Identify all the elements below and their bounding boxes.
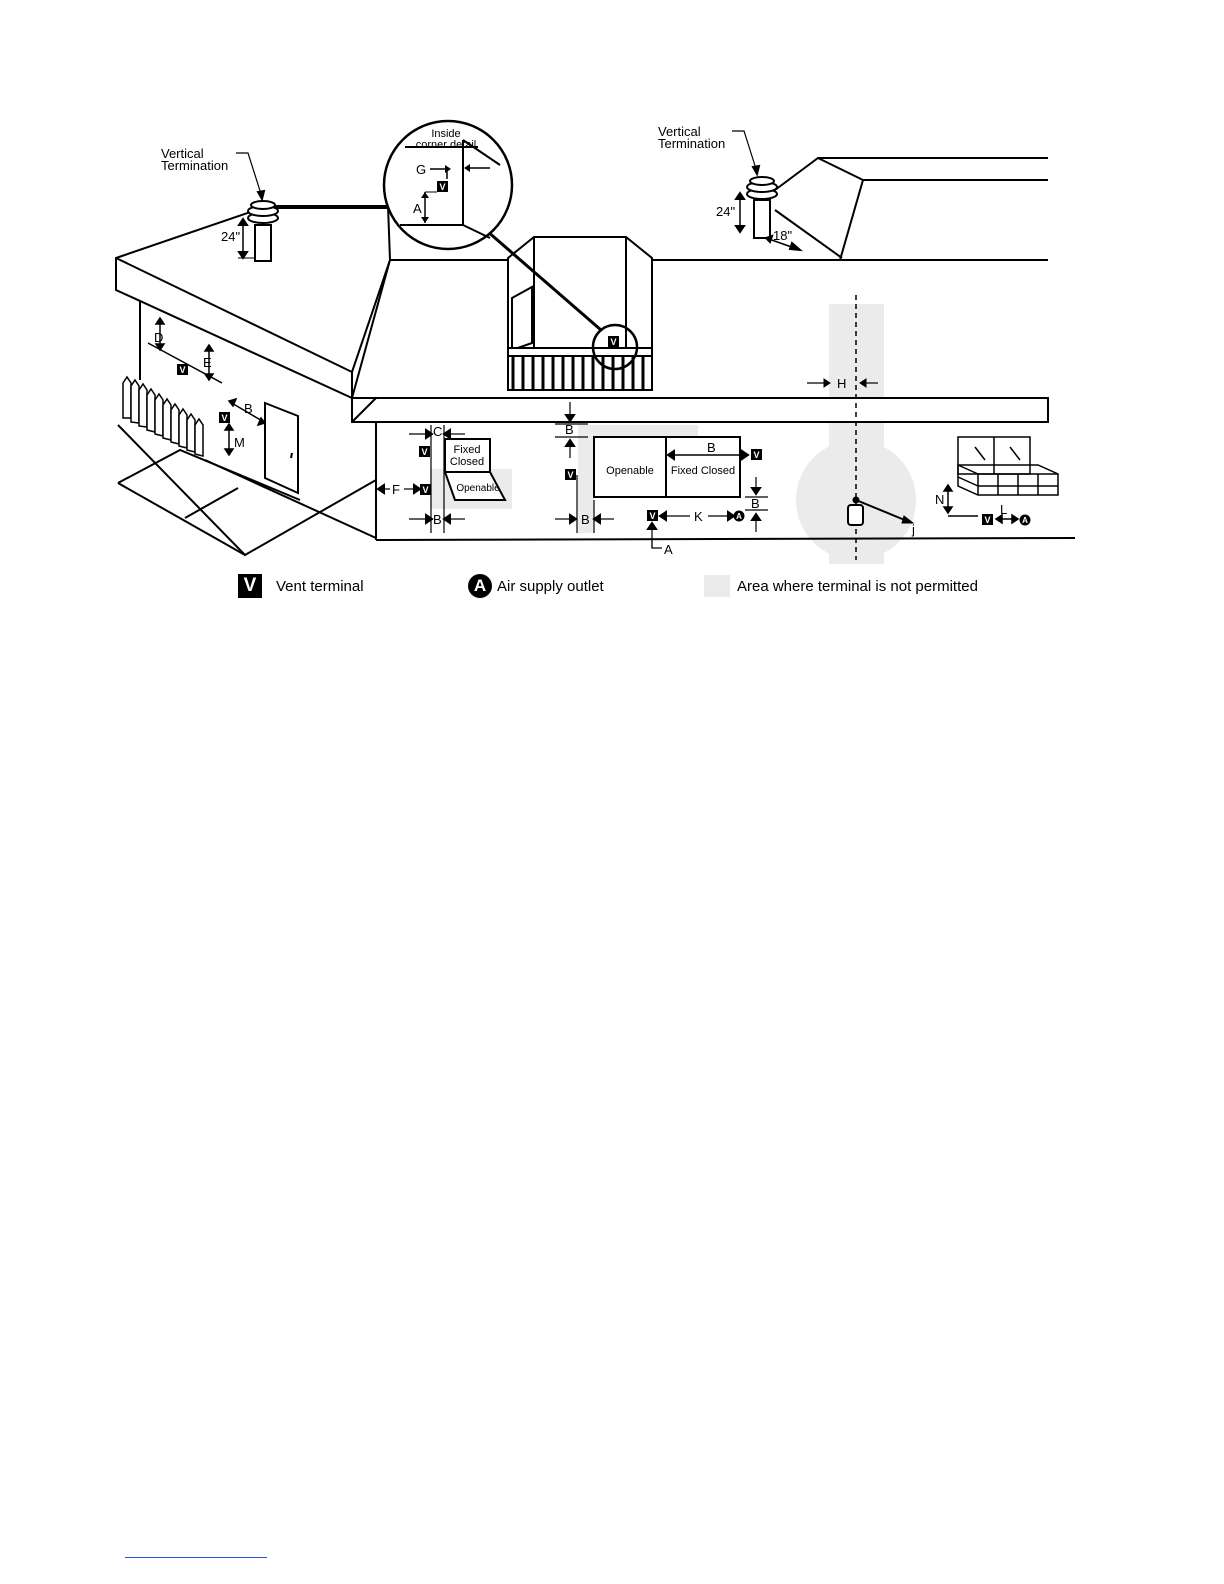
clearance-b-casement-label: B [433,512,442,527]
inside-corner-label-2: corner detail [415,139,477,151]
inside-corner-label-1: Inside [431,128,461,140]
clearance-b-above-window: B [565,422,574,437]
clearance-k-label: K [694,509,703,524]
legend-vent-terminal [238,574,364,598]
vent-glyph-casement-1: V [421,447,428,457]
clearance-g-label: G [416,162,427,177]
vertical-termination-right-1: Vertical [658,124,701,139]
air-supply-icon: A [468,574,492,598]
not-permitted-swatch [704,575,730,597]
clearance-c-label: C [433,424,443,439]
vent-glyph-door: V [221,413,228,423]
footer-link-underline [125,1557,267,1558]
openable-window: Openable [606,465,654,477]
vent-glyph-corner: V [439,182,446,192]
legend-not-permitted [704,575,978,597]
clearance-b-window-right: B [751,496,760,511]
vertical-termination-left-1: Vertical [161,146,204,161]
vent-glyph-window-right: V [753,450,760,460]
clearance-f-label: F [392,482,400,497]
clearance-d-label: D [154,330,164,345]
walkway [118,425,376,555]
vent-glyph-left-wall: V [179,365,186,375]
legend-not-permitted-label: Area where terminal is not permitted [737,577,978,595]
vertical-termination-left [236,153,278,261]
vent-glyph-window-left: V [567,470,574,480]
fixed-closed-stacked-1: Fixed [453,444,481,456]
vent-terminal-icon: V [238,574,262,598]
vent-glyph-deck: V [984,515,991,525]
clearance-b-window-mid: B [707,440,716,455]
clearance-j-label: j [912,522,915,537]
clearance-l-label: L [1000,502,1008,517]
balcony-alcove [480,225,652,390]
inside-corner-detail [384,121,512,249]
clearance-a-corner-label: A [413,201,422,216]
height-24-right: 24" [716,204,736,219]
clearance-n-label: N [935,492,945,507]
clearance-a-ground-label: A [664,542,673,557]
fixed-closed-window: Fixed Closed [670,465,736,477]
legend-air-supply [468,574,604,598]
vertical-termination-right-2: Termination [658,136,726,151]
vent-glyph-window-bottom: V [649,511,656,521]
vent-glyph-balcony: V [610,337,617,347]
clearance-h-label: H [837,376,847,391]
air-glyph-deck: A [1022,516,1028,525]
clearance-b-door-label: B [244,401,253,416]
legend-air-supply-label: Air supply outlet [497,577,604,595]
legend-vent-terminal-label: Vent terminal [276,577,364,595]
zone-window-top [578,425,698,437]
openable-casement: Openable [456,483,500,494]
height-24-left: 24" [221,229,241,244]
picket-fence [123,377,203,456]
clearance-m-label: M [234,435,245,450]
distance-18: 18" [773,228,793,243]
fixed-closed-stacked-2: Closed [449,456,485,468]
air-glyph-window: A [736,512,742,521]
ground-line [376,538,1075,540]
not-permitted-zones [430,304,916,564]
vent-clearance-diagram [0,0,1224,640]
clearance-b-window-left: B [581,512,590,527]
clearance-e-label: E [203,355,212,370]
vent-glyph-casement-2: V [422,485,429,495]
vertical-termination-left-2: Termination [161,158,229,173]
